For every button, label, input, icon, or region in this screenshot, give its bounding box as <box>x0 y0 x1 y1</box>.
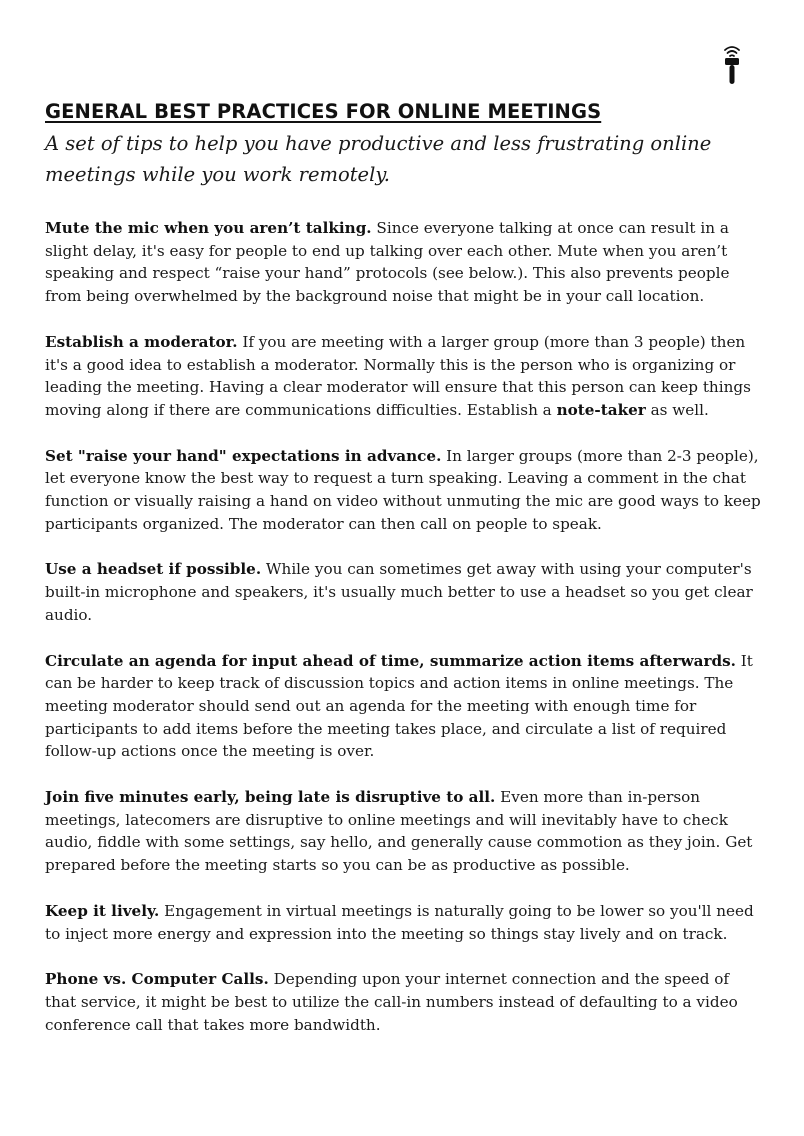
tip-heading: Establish a moderator. <box>45 332 238 351</box>
tip-heading: Keep it lively. <box>45 901 160 920</box>
tip-body: It can be harder to keep track of discussion topics and action items in online meetings. The meeting moderator should send out an agenda for the meeting with enough time for participants to add items before the meeting takes place, and circulate a list of required follow-up actions once the meeting is over. <box>45 651 753 761</box>
tip-heading: Circulate an agenda for input ahead of time, summarize action items afterwards. <box>45 651 736 670</box>
tip-heading: Set "raise your hand" expectations in advance. <box>45 446 442 465</box>
tip-body: Since everyone talking at once can result in a slight delay, it's easy for people to end up talking over each other. Mute when you aren’t speaking and respect “raise your hand” protocols (see below.). This also prevents people from being overwhelmed by the background noise that might be in your call location. <box>45 219 730 306</box>
tip-paragraph <box>45 900 761 945</box>
tip-body: Even more than in-person meetings, latecomers are disruptive to online meetings and will inevitably have to check audio, fiddle with some settings, say hello, and generally cause commotion as they join. Get prepared before the meeting starts so you can be as productive as possible. <box>45 788 753 875</box>
tip-body: In larger groups (more than 2-3 people), let everyone know the best way to request a turn speaking. Leaving a comment in the chat function or visually raising a hand on video without unmuting the mic are good ways to keep participants organized. The moderator can then call on people to speak. <box>45 446 761 533</box>
page-title: GENERAL BEST PRACTICES FOR ONLINE MEETINGS <box>45 100 602 123</box>
tip-heading: Join five minutes early, being late is disruptive to all. <box>45 788 496 807</box>
tip-heading: Phone vs. Computer Calls. <box>45 970 269 989</box>
tip-heading: Use a headset if possible. <box>45 560 262 579</box>
tip-body: Engagement in virtual meetings is naturally going to be lower so you'll need to inject more energy and expression into the meeting so things stay lively and on track. <box>45 901 754 943</box>
tip-paragraph <box>45 331 761 422</box>
tip-paragraph <box>45 217 761 308</box>
page-subtitle: A set of tips to help you have productive and less frustrating online meetings while you work remotely. <box>45 132 712 186</box>
tip-paragraph <box>45 558 761 626</box>
tip-heading: Mute the mic when you aren’t talking. <box>45 219 372 237</box>
tip-body: While you can sometimes get away with using your computer's built-in microphone and speakers, it's usually much better to use a headset so you get clear audio. <box>45 560 753 624</box>
tip-paragraph <box>45 650 761 764</box>
tip-paragraph <box>45 786 761 877</box>
tip-body: Depending upon your internet connection and the speed of that service, it might be best to utilize the call-in numbers instead of defaulting to a video conference call that takes more bandwidth. <box>45 970 738 1034</box>
tip-paragraph <box>45 968 761 1036</box>
tip-emphasis: note-taker <box>556 400 646 419</box>
tip-paragraph <box>45 445 761 536</box>
tip-body: If you are meeting with a larger group (more than 3 people) then it's a good idea to establish a moderator. Normally this is the person who is organizing or leading the meeting. Having a clear moderator will ensure that this person can keep things moving along if there are communications difficulties. Establish a <box>45 332 751 419</box>
microphone-signal-icon <box>718 44 746 86</box>
tips-list <box>45 217 761 1059</box>
tip-body-end: as well. <box>645 400 709 419</box>
